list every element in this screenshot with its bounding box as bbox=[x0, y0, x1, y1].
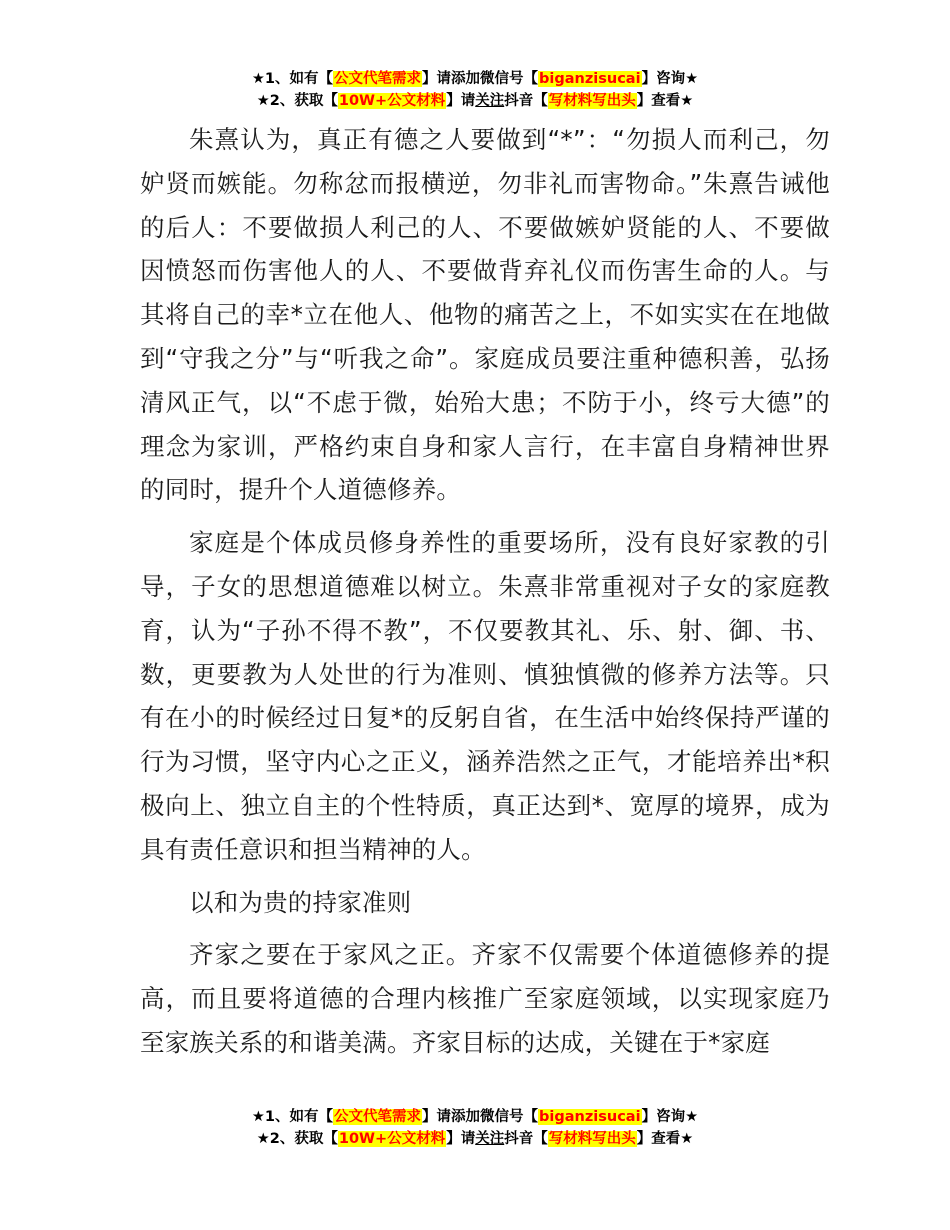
banner-line-1 bbox=[0, 1106, 950, 1128]
banner-highlight: 公文代笔需求 bbox=[334, 71, 422, 87]
banner-text: ★1、如有【 bbox=[251, 71, 334, 87]
banner-text: ★1、如有【 bbox=[251, 1109, 334, 1125]
banner-highlight: biganzisucai bbox=[539, 71, 641, 87]
banner-highlight: 写材料写出头 bbox=[548, 1131, 636, 1147]
banner-text: 】请 bbox=[446, 1131, 476, 1147]
banner-text: 抖音【 bbox=[504, 93, 548, 109]
banner-text: 微信号【 bbox=[480, 1109, 539, 1125]
banner-emphasis: 添加 bbox=[451, 1109, 481, 1125]
banner-text: 】请 bbox=[422, 71, 452, 87]
banner-text: 】咨询★ bbox=[641, 71, 699, 87]
banner-text: ★2、获取【 bbox=[256, 93, 338, 109]
banner-text: 】查看★ bbox=[636, 93, 694, 109]
header-banner bbox=[0, 68, 950, 112]
banner-line-1 bbox=[0, 68, 950, 90]
paragraph: 家庭是个体成员修身养性的重要场所，没有良好家教的引导，子女的思想道德难以树立。朱熹非常重视对子女的家庭教育，认为“子孙不得不教”，不仅要教其礼、乐、射、御、书、数，更要教为人处世的行为准则、慎独慎微的修养方法等。只有在小的时候经过日复*的反躬自省，在生活中始终保持严谨的行为习惯，坚守内心之正义，涵养浩然之正气，才能培养出*积极向上、独立自主的个性特质，真正达到*、宽厚的境界，成为具有责任意识和担当精神的人。 bbox=[140, 528, 830, 864]
banner-highlight: biganzisucai bbox=[539, 1109, 641, 1125]
banner-text: 】请 bbox=[446, 93, 476, 109]
banner-line-2 bbox=[0, 90, 950, 112]
footer-banner bbox=[0, 1106, 950, 1150]
banner-text: 抖音【 bbox=[504, 1131, 548, 1147]
banner-line-2 bbox=[0, 1128, 950, 1150]
banner-highlight: 写材料写出头 bbox=[548, 93, 636, 109]
banner-text: ★2、获取【 bbox=[256, 1131, 338, 1147]
banner-emphasis: 关注 bbox=[475, 93, 505, 109]
banner-text: 】查看★ bbox=[636, 1131, 694, 1147]
paragraph: 朱熹认为，真正有德之人要做到“*”：“勿损人而利己，勿妒贤而嫉能。勿称忿而报横逆，勿非礼而害物命。”朱熹告诫他的后人：不要做损人利己的人、不要做嫉妒贤能的人、不要做因愤怒而伤害他人的人、不要做背弃礼仪而伤害生命的人。与其将自己的幸*立在他人、他物的痛苦之上，不如实实在在地做到“守我之分”与“听我之命”。家庭成员要注重种德积善，弘扬清风正气，以“不虑于微，始殆大患；不防于小，终亏大德”的理念为家训，严格约束自身和家人言行，在丰富自身精神世界的同时，提升个人道德修养。 bbox=[140, 125, 830, 505]
banner-highlight: 10W+公文材料 bbox=[338, 93, 446, 109]
banner-emphasis: 关注 bbox=[475, 1131, 505, 1147]
paragraph: 齐家之要在于家风之正。齐家不仅需要个体道德修养的提高，而且要将道德的合理内核推广至家庭领域，以实现家庭乃至家族关系的和谐美满。齐家目标的达成，关键在于*家庭 bbox=[140, 940, 830, 1057]
banner-highlight: 公文代笔需求 bbox=[334, 1109, 422, 1125]
banner-text: 】请 bbox=[422, 1109, 452, 1125]
banner-highlight: 10W+公文材料 bbox=[338, 1131, 446, 1147]
banner-text: 微信号【 bbox=[480, 71, 539, 87]
section-heading: 以和为贵的持家准则 bbox=[189, 887, 412, 917]
document-body bbox=[140, 118, 830, 1074]
banner-text: 】咨询★ bbox=[641, 1109, 699, 1125]
banner-emphasis: 添加 bbox=[451, 71, 481, 87]
